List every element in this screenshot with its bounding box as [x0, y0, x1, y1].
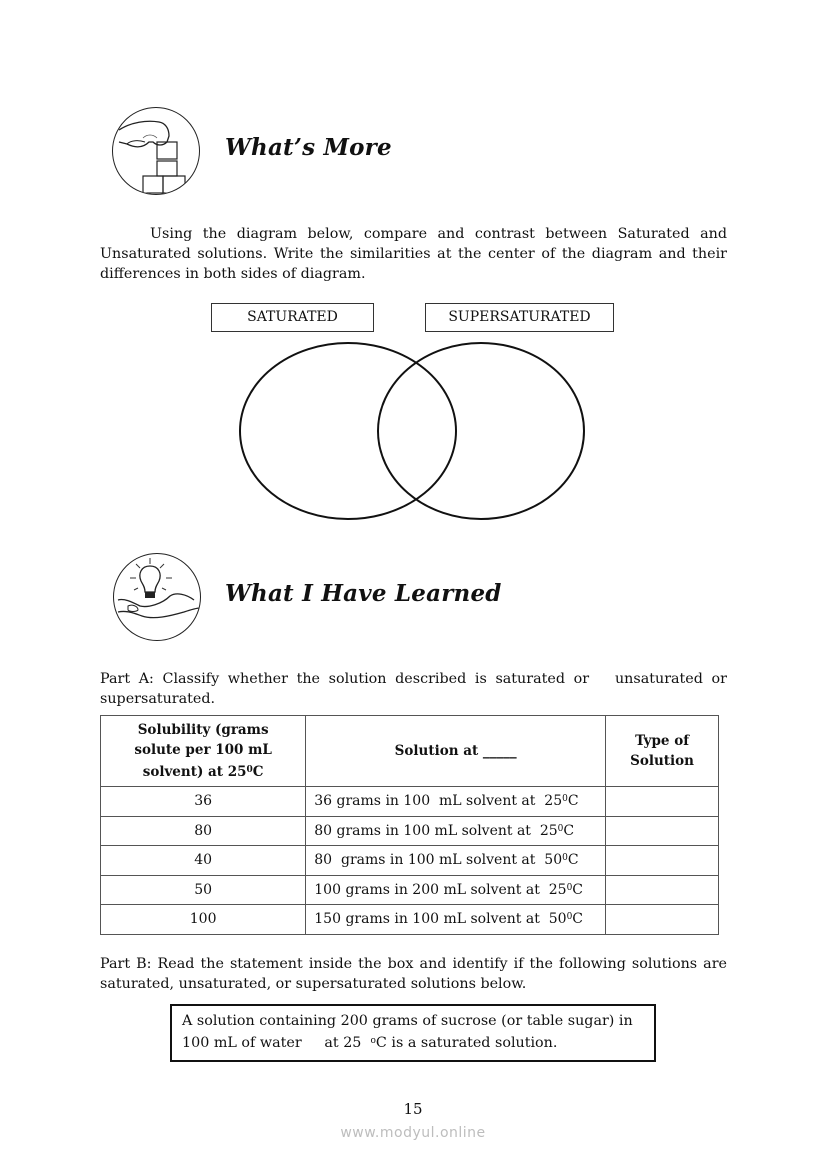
degree-sup: 0	[566, 882, 573, 893]
classification-table	[100, 715, 719, 935]
venn-circle-saturated[interactable]	[240, 343, 456, 519]
statement-line-2	[182, 1031, 644, 1053]
statement-line-2-text: 100 mL of water at 25	[182, 1035, 371, 1051]
table-header-row	[101, 716, 719, 787]
section-title-whats-more: What’s More	[225, 134, 392, 161]
degree-sup: o	[370, 1036, 376, 1046]
table-row	[101, 875, 719, 905]
statement-box	[170, 1004, 656, 1062]
cell-solution-text: 100 grams in 200 mL solvent at 25	[314, 881, 567, 898]
header-solubility	[101, 716, 306, 787]
degree-sup: 0	[566, 912, 573, 923]
table-row	[101, 846, 719, 876]
venn-diagram	[230, 335, 600, 530]
whats-more-instruction: Using the diagram below, compare and contrast between Saturated and Unsaturated solutions. Write the similarities at the center of the diagram and their differences in both sides of diagram.	[100, 226, 727, 282]
lightbulb-in-hand-icon	[113, 553, 201, 641]
venn-label-supersaturated: SUPERSATURATED	[425, 303, 614, 332]
header-type: Type of Solution	[606, 716, 719, 787]
header-solubility-unit: C	[252, 764, 264, 780]
cell-type-answer[interactable]	[606, 905, 719, 935]
part-b-instruction: Part B: Read the statement inside the box and identify if the following solutions are saturated, unsaturated, or supersaturated solutions below.	[100, 956, 727, 992]
venn-label-saturated: SATURATED	[211, 303, 374, 332]
cell-solution-unit: C	[572, 911, 584, 928]
part-a-instruction: Part A: Classify whether the solution described is saturated or unsaturated or supersaturated.	[100, 671, 732, 707]
cell-solution-text: 150 grams in 100 mL solvent at 50	[314, 911, 567, 928]
cell-solution	[306, 905, 606, 935]
statement-line-1: A solution containing 200 grams of sucrose (or table sugar) in	[182, 1013, 633, 1029]
table-row	[101, 816, 719, 846]
degree-sup: 0	[562, 794, 568, 805]
section-title-what-i-have-learned: What I Have Learned	[225, 580, 502, 607]
statement-line-2-end: C is a saturated solution.	[375, 1035, 558, 1051]
cell-type-answer[interactable]	[606, 875, 719, 905]
cell-type-answer[interactable]	[606, 787, 719, 817]
cell-solution	[306, 846, 606, 876]
cell-solubility: 80	[101, 816, 306, 846]
cell-solution-text: 80 grams in 100 mL solvent at 25	[314, 822, 558, 839]
cell-solution-unit: C	[567, 852, 579, 869]
watermark: www.modyul.online	[340, 1125, 486, 1141]
page-number: 15	[403, 1100, 423, 1118]
cell-solution	[306, 875, 606, 905]
cell-solubility: 40	[101, 846, 306, 876]
header-solubility-text: Solubility (grams solute per 100 mL solvent) at 25	[134, 722, 272, 780]
cell-solution	[306, 816, 606, 846]
cell-solubility: 50	[101, 875, 306, 905]
cell-solution-unit: C	[567, 793, 579, 810]
hand-stacking-blocks-icon	[112, 107, 200, 195]
venn-circle-supersaturated[interactable]	[378, 343, 584, 519]
cell-solution-unit: C	[572, 881, 584, 898]
cell-solution	[306, 787, 606, 817]
table-row	[101, 787, 719, 817]
cell-solubility: 36	[101, 787, 306, 817]
degree-sup: 0	[246, 765, 253, 775]
cell-solubility: 100	[101, 905, 306, 935]
table-row	[101, 905, 719, 935]
cell-type-answer[interactable]	[606, 846, 719, 876]
cell-solution-unit: C	[563, 822, 575, 839]
cell-type-answer[interactable]	[606, 816, 719, 846]
cell-solution-text: 80 grams in 100 mL solvent at 50	[314, 852, 563, 869]
cell-solution-text: 36 grams in 100 mL solvent at 25	[314, 793, 563, 810]
header-solution: Solution at _____	[306, 716, 606, 787]
degree-sup: 0	[562, 853, 568, 864]
degree-sup: 0	[557, 823, 564, 834]
